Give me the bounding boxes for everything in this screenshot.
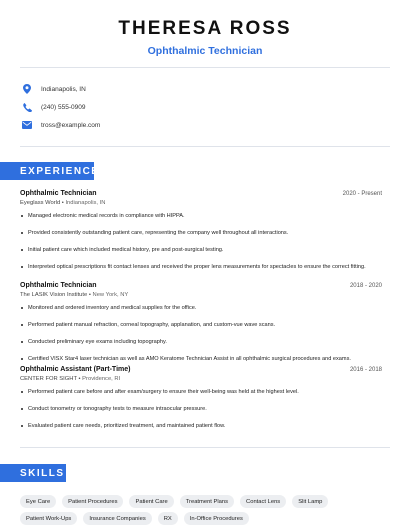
email-icon xyxy=(22,120,32,130)
skill-chip: Treatment Plans xyxy=(180,495,234,508)
contact-location xyxy=(22,80,100,98)
bullet-item: Initial patient care which included medical history, pre and post-surgical testing. xyxy=(20,246,382,254)
job-bullets xyxy=(20,212,382,271)
job-entry xyxy=(20,282,382,372)
job-employer: CENTER FOR SIGHT • Providence, RI xyxy=(20,376,121,382)
bullet-item: Performed patient care before and after exam/surgery to ensure their well-being was held at the highest level. xyxy=(20,388,382,396)
skills-list xyxy=(20,495,390,529)
contact-phone-text: (240) 555-0909 xyxy=(41,103,86,111)
job-employer: Eyeglass World • Indianapolis, IN xyxy=(20,200,106,206)
skill-chip: Patient Procedures xyxy=(62,495,123,508)
company-name: The LASIK Vision Institute xyxy=(20,292,88,298)
skill-chip: Insurance Companies xyxy=(83,512,151,525)
job-entry xyxy=(20,190,382,280)
job-title: Ophthalmic Technician xyxy=(20,190,97,197)
bullet-item: Interpreted optical prescriptions fit contact lenses and received the proper lens measurements for spectacles to ensure the correct fitting. xyxy=(20,263,382,271)
bullet-item: Monitored and ordered inventory and medical supplies for the office. xyxy=(20,304,382,312)
experience-heading: EXPERIENCE xyxy=(0,162,94,180)
skill-chip: Eye Care xyxy=(20,495,56,508)
company-name: Eyeglass World xyxy=(20,200,61,206)
company-location: New York, NY xyxy=(92,292,129,298)
job-title-heading: Ophthalmic Technician xyxy=(147,45,263,57)
job-employer: The LASIK Vision Institute • New York, NY xyxy=(20,292,129,298)
bullet-item: Provided consistently outstanding patient care, representing the company well throughout all interactions. xyxy=(20,229,382,237)
skills-heading: SKILLS xyxy=(0,464,66,482)
job-dates: 2020 - Present xyxy=(342,191,382,197)
job-bullets xyxy=(20,388,382,430)
contact-divider xyxy=(20,146,390,147)
skill-chip: Contact Lens xyxy=(240,495,286,508)
skill-chip: RX xyxy=(158,512,178,525)
job-title: Ophthalmic Assistant (Part-Time) xyxy=(20,366,131,373)
job-bullets xyxy=(20,304,382,363)
contact-location-text: Indianapolis, IN xyxy=(41,85,86,93)
bullet-item: Managed electronic medical records in compliance with HIPPA. xyxy=(20,212,382,220)
contact-email-text: tross@example.com xyxy=(41,121,101,129)
bullet-item: Evaluated patient care needs, prioritized treatment, and maintained patient flow. xyxy=(20,422,382,430)
skill-chip: Patient Work-Ups xyxy=(20,512,77,525)
header-divider xyxy=(20,67,390,68)
location-pin-icon xyxy=(22,84,32,94)
resume-header xyxy=(0,18,410,57)
job-dates: 2016 - 2018 xyxy=(349,367,382,373)
job-dates: 2018 - 2020 xyxy=(349,283,382,289)
bullet-item: Certified VISX Star4 laser technician as well as AMO Keratome Technician Assist in all ophthalmic surgical procedures and exams. xyxy=(20,355,382,363)
contact-email xyxy=(22,116,100,134)
skill-chip: Patient Care xyxy=(129,495,173,508)
candidate-name: THERESA ROSS xyxy=(118,18,292,39)
contact-phone xyxy=(22,98,100,116)
job-title: Ophthalmic Technician xyxy=(20,282,97,289)
bullet-item: Conducted preliminary eye exams including topography. xyxy=(20,338,382,346)
experience-divider xyxy=(20,447,390,448)
company-name: CENTER FOR SIGHT xyxy=(20,376,77,382)
bullet-item: Conduct tonometry or tonography tests to measure intraocular pressure. xyxy=(20,405,382,413)
skill-chip: In-Office Procedures xyxy=(184,512,249,525)
company-location: Indianapolis, IN xyxy=(65,200,106,206)
job-entry xyxy=(20,366,382,439)
company-location: Providence, RI xyxy=(82,376,121,382)
phone-icon xyxy=(22,102,32,112)
bullet-item: Performed patient manual refraction, corneal topography, applanation, and custom-vue wave scans. xyxy=(20,321,382,329)
skill-chip: Slit Lamp xyxy=(292,495,328,508)
contact-info xyxy=(22,80,100,134)
